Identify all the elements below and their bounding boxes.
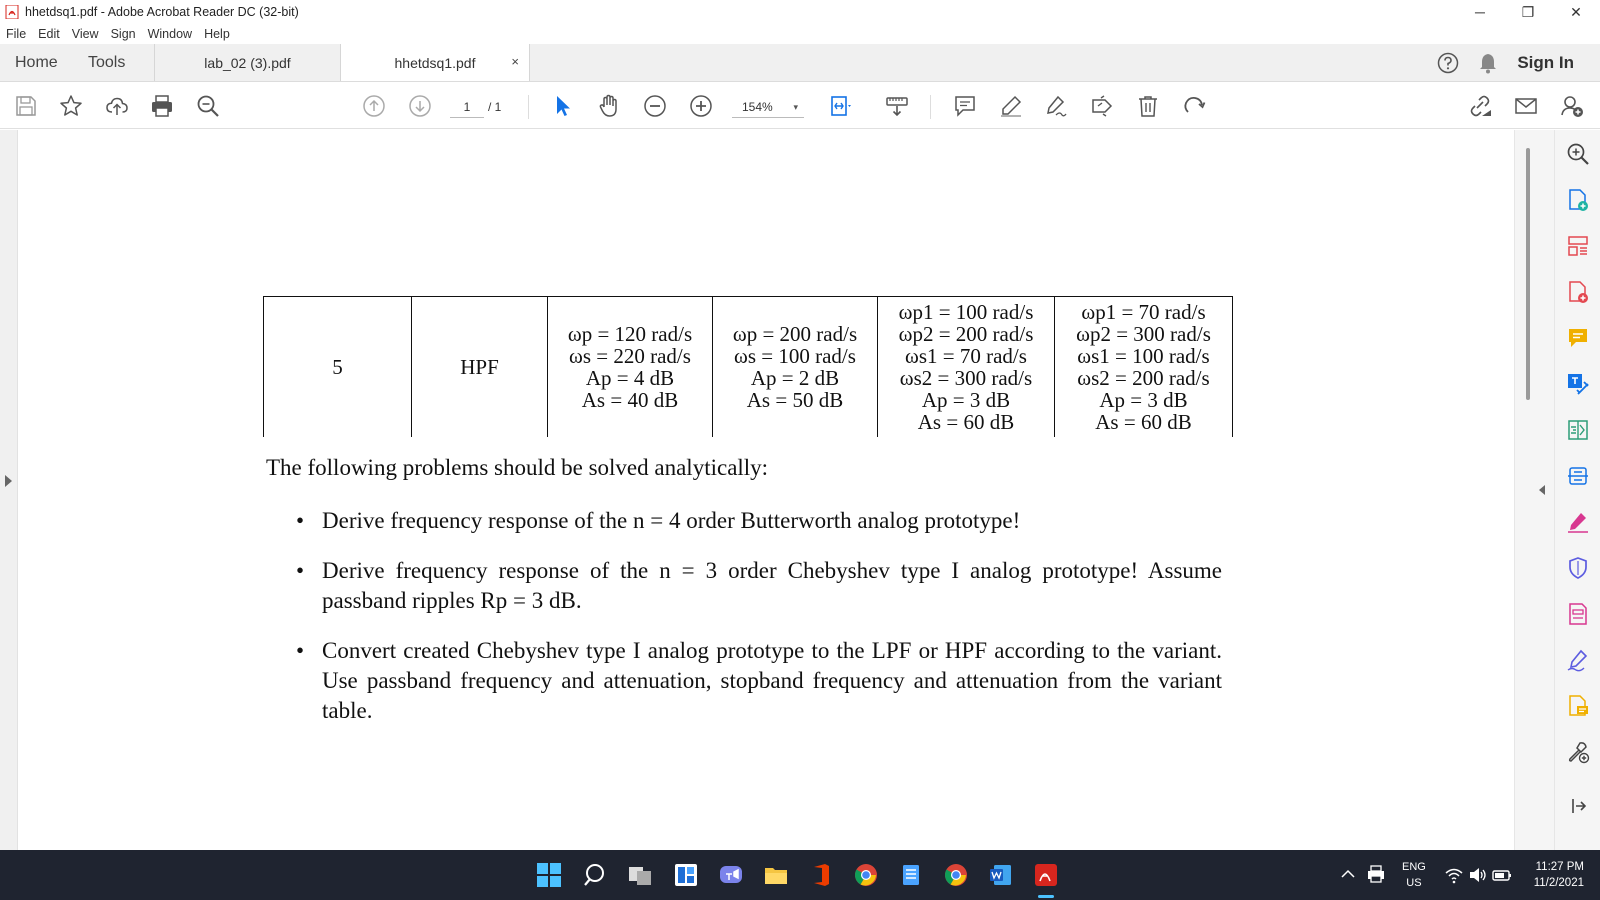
param-line: ωs = 220 rad/s: [569, 344, 691, 368]
notepad-icon[interactable]: [898, 862, 924, 888]
request-signature-icon[interactable]: [1566, 648, 1590, 672]
variant-number: 5: [332, 355, 343, 379]
battery-icon[interactable]: [1492, 865, 1512, 885]
menu-view[interactable]: View: [71, 27, 99, 41]
widgets-icon[interactable]: [673, 862, 699, 888]
tab-label: hhetdsq1.pdf: [394, 54, 476, 71]
menu-help[interactable]: Help: [204, 27, 230, 41]
word-icon[interactable]: [988, 862, 1014, 888]
active-app-indicator: [1038, 895, 1054, 898]
param-line: ωp1 = 100 rad/s: [898, 300, 1034, 324]
title-bar: [0, 0, 1600, 24]
tab-home[interactable]: Home: [15, 53, 58, 71]
list-item-text: Convert created Chebyshev type I analog prototype to the LPF or HPF according to the variant. Use passband frequency and attenuation, stopband frequency and attenuation from the variant table.: [322, 638, 1222, 723]
help-icon[interactable]: [1437, 52, 1459, 74]
wifi-icon[interactable]: [1444, 865, 1464, 885]
tab-document-lab02[interactable]: [154, 44, 340, 81]
window-title: hhetdsq1.pdf - Adobe Acrobat Reader DC (32-bit): [25, 5, 299, 19]
list-item-text: Derive frequency response of the n = 4 order Butterworth analog prototype!: [322, 508, 1021, 533]
param-line: ωp = 120 rad/s: [567, 322, 693, 346]
file-explorer-icon[interactable]: [763, 862, 789, 888]
tab-tools[interactable]: Tools: [88, 53, 126, 71]
param-line: As = 40 dB: [581, 388, 679, 412]
document-view: [18, 130, 1514, 850]
page-number-input[interactable]: 1: [450, 96, 484, 118]
tab-label: lab_02 (3).pdf: [204, 54, 291, 71]
bullet-mark: •: [296, 508, 305, 533]
table-cell-filter: [412, 297, 548, 438]
language-code: ENG: [1402, 861, 1426, 873]
zoom-level-value: 154%: [742, 100, 773, 114]
teams-chat-icon[interactable]: [718, 862, 744, 888]
variant-table: [263, 296, 1233, 437]
collapse-right-pane-icon[interactable]: [1539, 485, 1545, 495]
close-tab-button[interactable]: ×: [511, 54, 519, 69]
chevron-down-icon: ▾: [793, 102, 798, 112]
compress-pdf-icon[interactable]: [1566, 418, 1590, 442]
param-line: ωp1 = 70 rad/s: [1081, 300, 1206, 324]
bell-icon[interactable]: [1477, 52, 1499, 74]
table-cell-variant: [264, 297, 412, 438]
more-tools-icon[interactable]: [1566, 740, 1590, 764]
chevron-up-icon[interactable]: [1338, 864, 1358, 884]
previous-page-icon[interactable]: [361, 93, 387, 119]
table-cell-bsf-params: [1055, 297, 1233, 438]
param-line: ωs2 = 200 rad/s: [1077, 366, 1210, 390]
menu-window[interactable]: Window: [147, 27, 193, 41]
zoom-tool-icon[interactable]: [1566, 142, 1590, 166]
instructions-intro: The following problems should be solved analytically:: [266, 455, 769, 480]
param-line: ωp2 = 200 rad/s: [898, 322, 1034, 346]
hand-tool-icon[interactable]: [596, 93, 622, 119]
windows-start-icon[interactable]: [536, 862, 562, 888]
bookmark-star-icon[interactable]: [58, 93, 84, 119]
region-code: US: [1406, 877, 1422, 889]
zoom-in-icon[interactable]: [688, 93, 714, 119]
share-link-icon[interactable]: [1467, 93, 1493, 119]
table-cell-lpf-params: [548, 297, 713, 438]
table-cell-bpf-params: [878, 297, 1055, 438]
main-toolbar: [0, 83, 1600, 129]
language-indicator[interactable]: [1402, 859, 1426, 891]
print-icon[interactable]: [149, 93, 175, 119]
param-line: Ap = 3 dB: [921, 388, 1011, 412]
send-comments-icon[interactable]: [1566, 694, 1590, 718]
next-page-icon[interactable]: [407, 93, 433, 119]
protect-shield-icon[interactable]: [1566, 556, 1590, 580]
table-cell-hpf-params: [713, 297, 878, 438]
email-envelope-icon[interactable]: [1513, 93, 1539, 119]
toolbar-divider: [930, 95, 931, 119]
param-line: ωp = 200 rad/s: [732, 322, 858, 346]
search-icon[interactable]: [582, 862, 608, 888]
prepare-form-icon[interactable]: [1566, 602, 1590, 626]
tools-rail: [1554, 130, 1600, 850]
param-line: Ap = 3 dB: [1099, 388, 1188, 412]
filter-type: HPF: [460, 355, 499, 379]
upload-cloud-icon[interactable]: [104, 93, 130, 119]
save-icon[interactable]: [13, 93, 39, 119]
fill-sign-icon[interactable]: [1566, 510, 1590, 534]
param-line: ωs = 100 rad/s: [734, 344, 856, 368]
collapse-panel-icon[interactable]: [1566, 794, 1590, 818]
chrome-icon[interactable]: [853, 862, 879, 888]
scan-ocr-icon[interactable]: [1566, 464, 1590, 488]
param-line: ωp2 = 300 rad/s: [1076, 322, 1211, 346]
draw-freehand-icon[interactable]: [1043, 93, 1069, 119]
bullet-mark: •: [296, 558, 305, 583]
table-row: [264, 297, 1233, 438]
menu-bar: [0, 24, 1600, 44]
param-line: Ap = 2 dB: [750, 366, 840, 390]
scrollbar-thumb[interactable]: [1526, 148, 1530, 400]
volume-icon[interactable]: [1468, 865, 1488, 885]
param-line: As = 60 dB: [1095, 410, 1192, 434]
add-comment-icon[interactable]: [1566, 326, 1590, 350]
menu-file[interactable]: File: [6, 27, 27, 41]
menu-sign[interactable]: Sign: [110, 27, 136, 41]
comment-icon[interactable]: [952, 93, 978, 119]
export-pdf-icon[interactable]: [1566, 280, 1590, 304]
list-item-text: Derive frequency response of the n = 3 order Chebyshev type I analog prototype! Assume passband ripples Rp = 3 dB.: [322, 558, 1222, 613]
param-line: ωs1 = 70 rad/s: [905, 344, 1027, 368]
office-icon[interactable]: [808, 862, 834, 888]
chrome-profile-icon[interactable]: [943, 862, 969, 888]
page-total: / 1: [488, 100, 502, 114]
create-pdf-icon[interactable]: [1566, 188, 1590, 212]
bullet-mark: •: [296, 638, 305, 663]
find-zoom-icon[interactable]: [195, 93, 221, 119]
zoom-out-icon[interactable]: [642, 93, 668, 119]
param-line: As = 60 dB: [917, 410, 1015, 434]
printer-tray-icon[interactable]: [1366, 864, 1386, 884]
tab-bar: [0, 44, 1600, 82]
windows-taskbar: [0, 850, 1600, 900]
expand-arrow-icon: [5, 475, 12, 487]
system-clock[interactable]: [1524, 859, 1584, 891]
param-line: ωs2 = 300 rad/s: [899, 366, 1033, 390]
stamp-tag-icon[interactable]: [1089, 93, 1115, 119]
zoom-level-select[interactable]: [732, 96, 804, 118]
task-view-icon[interactable]: [627, 862, 653, 888]
restore-button[interactable]: ❐: [1521, 3, 1535, 20]
acrobat-app-icon: [5, 5, 19, 19]
fit-page-icon[interactable]: [827, 93, 853, 119]
minimize-button[interactable]: ─: [1475, 4, 1485, 20]
clock-time: 11:27 PM: [1535, 861, 1584, 873]
delete-trash-icon[interactable]: [1135, 93, 1161, 119]
toolbar-divider: [528, 95, 529, 119]
edit-pdf-icon[interactable]: [1566, 372, 1590, 396]
highlight-pen-icon[interactable]: [998, 93, 1024, 119]
add-user-share-icon[interactable]: [1559, 93, 1585, 119]
select-cursor-icon[interactable]: [550, 93, 576, 119]
menu-edit[interactable]: Edit: [38, 27, 60, 41]
rotate-redo-icon[interactable]: [1181, 93, 1207, 119]
close-window-button[interactable]: ✕: [1570, 3, 1582, 20]
left-panel-toggle[interactable]: [0, 130, 18, 850]
vertical-scrollbar[interactable]: [1514, 130, 1554, 850]
clock-date: 11/2/2021: [1533, 877, 1584, 889]
acrobat-taskbar-icon[interactable]: [1033, 862, 1059, 888]
scrolling-mode-icon[interactable]: [884, 93, 910, 119]
organize-pages-icon[interactable]: [1566, 234, 1590, 258]
tab-document-hhetdsq1[interactable]: [340, 44, 530, 81]
sign-in-button[interactable]: Sign In: [1517, 52, 1574, 72]
param-line: Ap = 4 dB: [585, 366, 675, 390]
param-line: ωs1 = 100 rad/s: [1077, 344, 1210, 368]
param-line: As = 50 dB: [746, 388, 844, 412]
